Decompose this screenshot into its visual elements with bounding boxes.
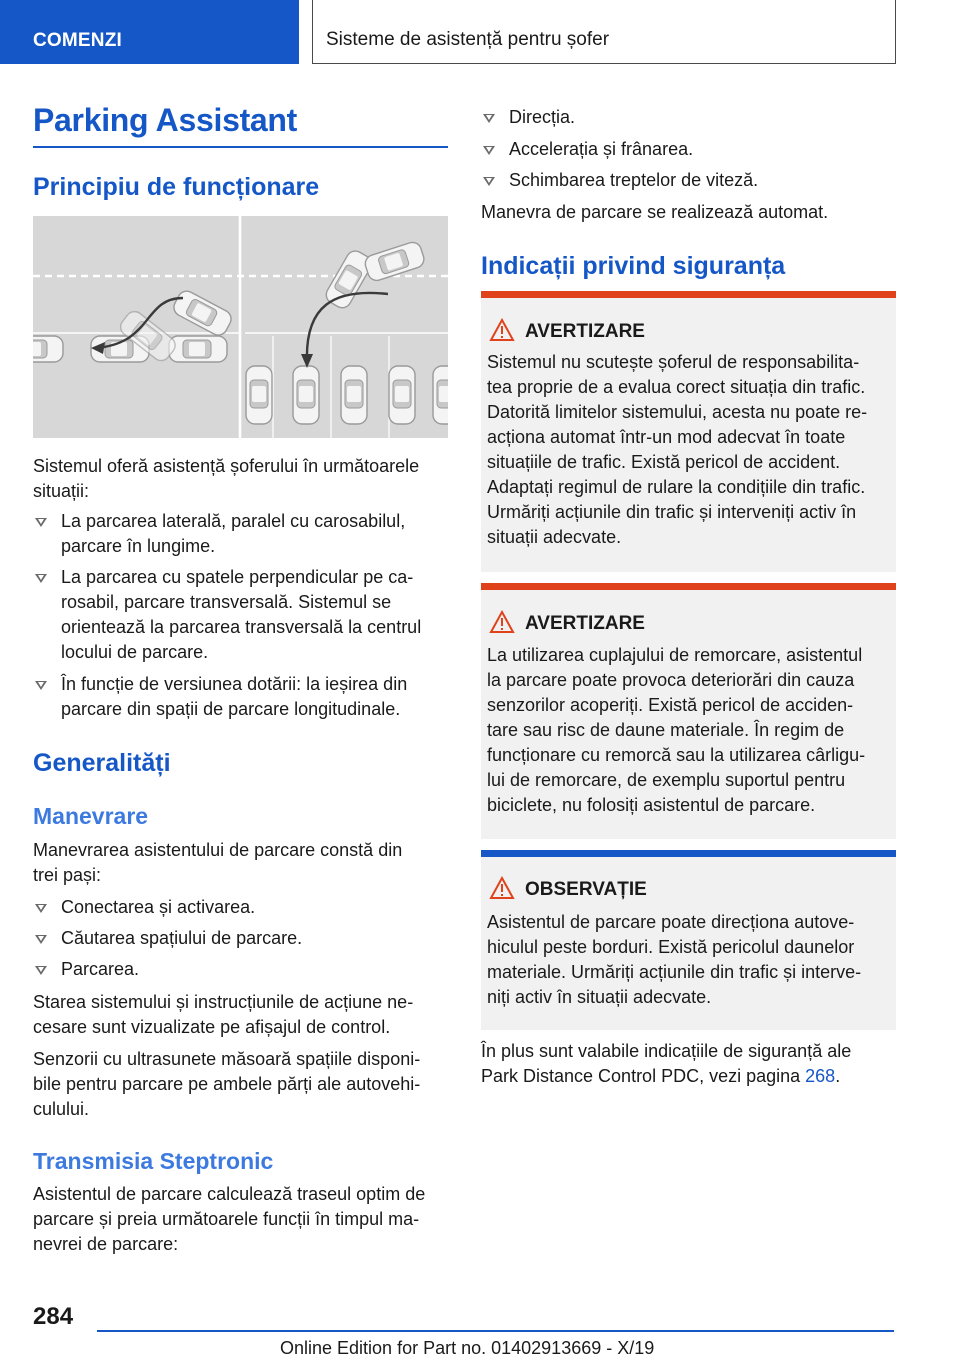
bullet-triangle-icon	[35, 518, 47, 527]
list-item	[481, 137, 896, 162]
heading-safety: Indicații privind siguranța	[481, 252, 786, 280]
list-item	[33, 957, 448, 982]
text-line: tea proprie de a evalua corect situația din trafic.	[487, 377, 866, 397]
pdc-ref-text: Park Distance Control PDC, vezi pagina	[481, 1066, 806, 1086]
bullet-triangle-icon	[483, 114, 495, 123]
text-line: funcționare cu remorcă sau la utilizarea cârligu-	[487, 745, 866, 765]
list-line: Schimbarea treptelor de viteză.	[509, 170, 759, 190]
text-line: la parcare poate provoca deteriorări din cauza	[487, 670, 855, 690]
bullet-triangle-icon	[35, 935, 47, 944]
text-line: lui de remorcare, de exemplu suportul pentru	[487, 770, 846, 790]
maneuver-intro	[33, 838, 448, 888]
warning-triangle-icon	[489, 610, 515, 634]
text-line: Starea sistemului și instrucțiunile de acțiune ne-	[33, 992, 414, 1012]
text-line: tare sau risc de daune materiale. În regim de	[487, 720, 845, 740]
chapter-header	[312, 0, 896, 64]
warning-bar	[481, 583, 896, 590]
text-line: materiale. Urmăriți acțiunile din trafic și interve-	[487, 962, 862, 982]
list-line: Direcția.	[509, 107, 576, 127]
list-line: Accelerația și frânarea.	[509, 139, 694, 159]
list-item	[481, 168, 896, 193]
bullet-triangle-icon	[35, 574, 47, 583]
notice-bar	[481, 850, 896, 857]
bullet-triangle-icon	[35, 904, 47, 913]
list-line: parcare din spații de parcare longitudinale.	[61, 699, 401, 719]
list-line: Căutarea spațiului de parcare.	[61, 928, 303, 948]
list-line: locului de parcare.	[61, 642, 209, 662]
list-item	[33, 895, 448, 920]
text-line: bile pentru parcare pe ambele părți ale autovehi-	[33, 1074, 421, 1094]
text-line: trei pași:	[33, 865, 102, 885]
text-line: În plus sunt valabile indicațiile de siguranță ale	[481, 1041, 852, 1061]
list-line: Parcarea.	[61, 959, 140, 979]
text-line: senzorilor acoperiți. Există pericol de acciden-	[487, 695, 854, 715]
auto-text: Manevra de parcare se realizează automat.	[481, 202, 829, 222]
bullet-triangle-icon	[35, 681, 47, 690]
pdc-ref-end: .	[835, 1066, 841, 1086]
warning-box	[481, 583, 896, 839]
caution-triangle-icon	[489, 876, 515, 900]
list-line: orientează la parcarea transversală la centrul	[61, 617, 422, 637]
pdc-reference	[481, 1039, 896, 1089]
text-line: La utilizarea cuplajului de remorcare, asistentul	[487, 645, 863, 665]
list-line: În funcție de versiunea dotării: la ieșirea din	[61, 674, 408, 694]
steptronic-text	[33, 1182, 448, 1257]
chapter-title: Sisteme de asistență pentru șofer	[326, 29, 610, 50]
parking-diagram	[33, 216, 448, 438]
section-tab	[0, 0, 299, 64]
page-number: 284	[33, 1303, 74, 1330]
text-line: Adaptați regimul de rulare la condițiile din trafic.	[487, 477, 866, 497]
list-item	[33, 565, 448, 665]
notice-box	[481, 850, 896, 1030]
list-item	[33, 672, 448, 722]
text-line: niți activ în situații adecvate.	[487, 987, 712, 1007]
page-link[interactable]: 268	[805, 1066, 836, 1086]
text-line: situații adecvate.	[487, 527, 622, 547]
text-line: culului.	[33, 1099, 90, 1119]
footer-rule	[97, 1330, 894, 1332]
warning-title: AVERTIZARE	[525, 321, 645, 342]
text-line	[481, 1064, 896, 1089]
warning-box	[481, 291, 896, 572]
list-line: La parcarea cu spatele perpendicular pe ca-	[61, 567, 414, 587]
heading-principle: Principiu de funcționare	[33, 173, 320, 201]
text-line: Datorită limitelor sistemului, acesta nu poate re-	[487, 402, 868, 422]
text-line: hiculul peste borduri. Există pericolul daunelor	[487, 937, 855, 957]
notice-text	[487, 910, 892, 1010]
bullet-triangle-icon	[483, 146, 495, 155]
notice-title: OBSERVAȚIE	[525, 879, 647, 900]
text-line: situațiile de trafic. Există pericol de accident.	[487, 452, 841, 472]
heading-general: Generalități	[33, 749, 171, 777]
text-line: Asistentul de parcare poate direcționa autove-	[487, 912, 855, 932]
list-item	[481, 105, 896, 130]
text-line: nevrei de parcare:	[33, 1234, 179, 1254]
bullet-triangle-icon	[35, 966, 47, 975]
bullet-triangle-icon	[483, 177, 495, 186]
title-rule	[33, 146, 448, 148]
text-line: Senzorii cu ultrasunete măsoară spațiile disponi-	[33, 1049, 421, 1069]
text-line: Sistemul nu scutește șoferul de responsabilita-	[487, 352, 860, 372]
warning-text	[487, 643, 892, 818]
warning-triangle-icon	[489, 318, 515, 342]
intro-line: situații:	[33, 481, 90, 501]
list-line: parcare în lungime.	[61, 536, 216, 556]
warning-bar	[481, 291, 896, 298]
section-tab-label: COMENZI	[33, 30, 123, 51]
warning-text	[487, 350, 892, 550]
list-line: Conectarea și activarea.	[61, 897, 256, 917]
text-line: cesare sunt vizualizate pe afișajul de control.	[33, 1017, 391, 1037]
text-line: Manevrarea asistentului de parcare constă din	[33, 840, 403, 860]
edition-text: Online Edition for Part no. 01402913669 - X/19	[280, 1338, 655, 1358]
list-line: rosabil, parcare transversală. Sistemul se	[61, 592, 392, 612]
intro-text	[33, 454, 448, 504]
list-item	[33, 926, 448, 951]
list-line: La parcarea laterală, paralel cu carosabilul,	[61, 511, 406, 531]
page-title: Parking Assistant	[33, 102, 298, 138]
heading-maneuver: Manevrare	[33, 803, 149, 829]
intro-line: Sistemul oferă asistență șoferului în următoarele	[33, 456, 420, 476]
text-line: biciclete, nu folosiți asistentul de parcare.	[487, 795, 816, 815]
text-line: acționa automat într-un mod adecvat în toate	[487, 427, 846, 447]
list-item	[33, 509, 448, 559]
sensors-text	[33, 1047, 448, 1122]
status-text	[33, 990, 448, 1040]
parking-illustration	[33, 216, 448, 438]
warning-title: AVERTIZARE	[525, 613, 645, 634]
text-line: Urmăriți acțiunile din trafic și interveniți activ în	[487, 502, 857, 522]
text-line: Asistentul de parcare calculează traseul optim de	[33, 1184, 426, 1204]
text-line: parcare și preia următoarele funcții în timpul ma-	[33, 1209, 420, 1229]
heading-steptronic: Transmisia Steptronic	[33, 1148, 274, 1174]
